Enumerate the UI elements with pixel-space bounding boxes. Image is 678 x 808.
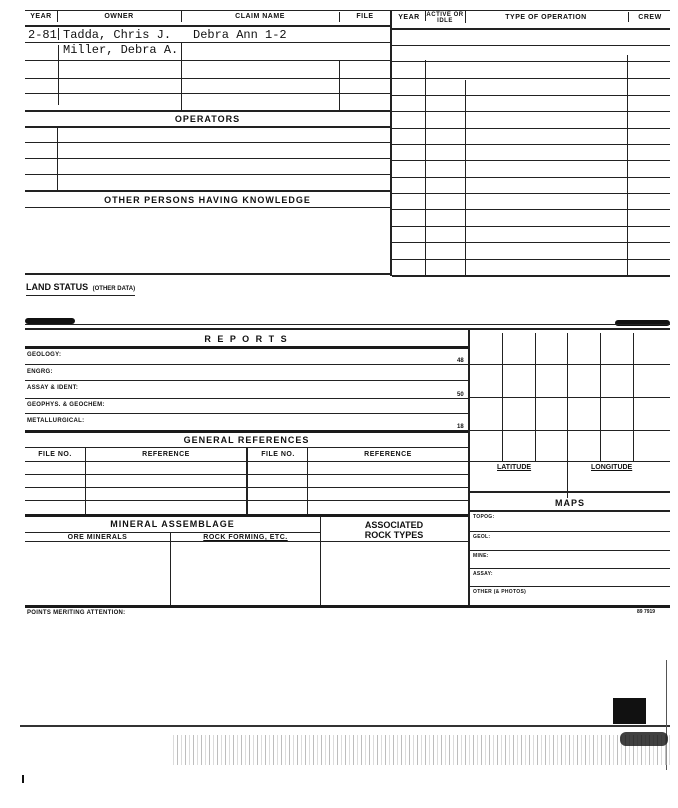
ore-minerals-header: ORE MINERALS	[67, 534, 128, 541]
maps-title: MAPS	[554, 498, 585, 508]
header-op-year: YEAR	[398, 14, 420, 21]
associated-rock-types-title-2: ROCK TYPES	[364, 530, 424, 540]
latitude-label: LATITUDE	[497, 464, 532, 471]
report-geophys-label: GEOPHYS. & GEOCHEM:	[27, 402, 105, 408]
maps-mine: MINE:	[473, 553, 489, 559]
form-code: 89 7919	[637, 609, 656, 615]
mineral-assemblage-title: MINERAL ASSEMBLAGE	[110, 519, 235, 529]
header-active-or-idle: ACTIVE OR IDLE	[426, 12, 464, 24]
header-file: FILE	[356, 13, 374, 20]
header-crew: CREW	[638, 14, 662, 21]
rock-forming-header: ROCK FORMING, ETC.	[203, 534, 288, 541]
maps-topog: TOPOG:	[473, 514, 495, 520]
ref-header-file-no-1: FILE NO.	[38, 451, 72, 458]
ref-header-file-no-2: FILE NO.	[261, 451, 295, 458]
owner-row-1-year: 2-81	[28, 28, 57, 42]
land-status-subtitle: (OTHER DATA)	[92, 286, 136, 292]
operators-title: OPERATORS	[174, 114, 241, 124]
ref-header-reference-2: REFERENCE	[364, 451, 412, 458]
report-engrg-label: ENGRG:	[27, 369, 53, 375]
maps-assay: ASSAY:	[473, 571, 493, 577]
owner-row-1-owner: Tadda, Chris J.	[63, 28, 172, 42]
header-claim-name: CLAIM NAME	[235, 13, 285, 20]
header-type-of-operation: TYPE OF OPERATION	[505, 14, 587, 21]
header-year: YEAR	[30, 13, 52, 20]
land-status-title: LAND STATUS	[26, 282, 89, 292]
maps-geol: GEOL:	[473, 534, 491, 540]
owner-row-1-claim: Debra Ann 1-2	[193, 28, 287, 42]
associated-rock-types-title-1: ASSOCIATED	[364, 520, 424, 530]
report-geology-label: GEOLOGY:	[27, 352, 62, 358]
report-assay-number: 50	[457, 392, 464, 398]
points-meriting-attention-title: POINTS MERITING ATTENTION:	[27, 610, 126, 616]
general-references-title: GENERAL REFERENCES	[183, 435, 310, 445]
owner-row-2-owner: Miller, Debra A.	[63, 43, 179, 57]
maps-other-photos: OTHER (& PHOTOS)	[473, 589, 527, 595]
report-metallurgical-number: 18	[457, 424, 464, 430]
report-geology-number: 48	[457, 358, 464, 364]
other-persons-title: OTHER PERSONS HAVING KNOWLEDGE	[104, 195, 311, 205]
reports-title: R E P O R T S	[204, 334, 289, 344]
report-assay-label: ASSAY & IDENT:	[27, 385, 79, 391]
header-owner: OWNER	[104, 13, 134, 20]
land-status-heading	[26, 277, 135, 296]
longitude-label: LONGITUDE	[591, 464, 633, 471]
report-metallurgical-label: METALLURGICAL:	[27, 418, 85, 424]
ref-header-reference-1: REFERENCE	[142, 451, 190, 458]
